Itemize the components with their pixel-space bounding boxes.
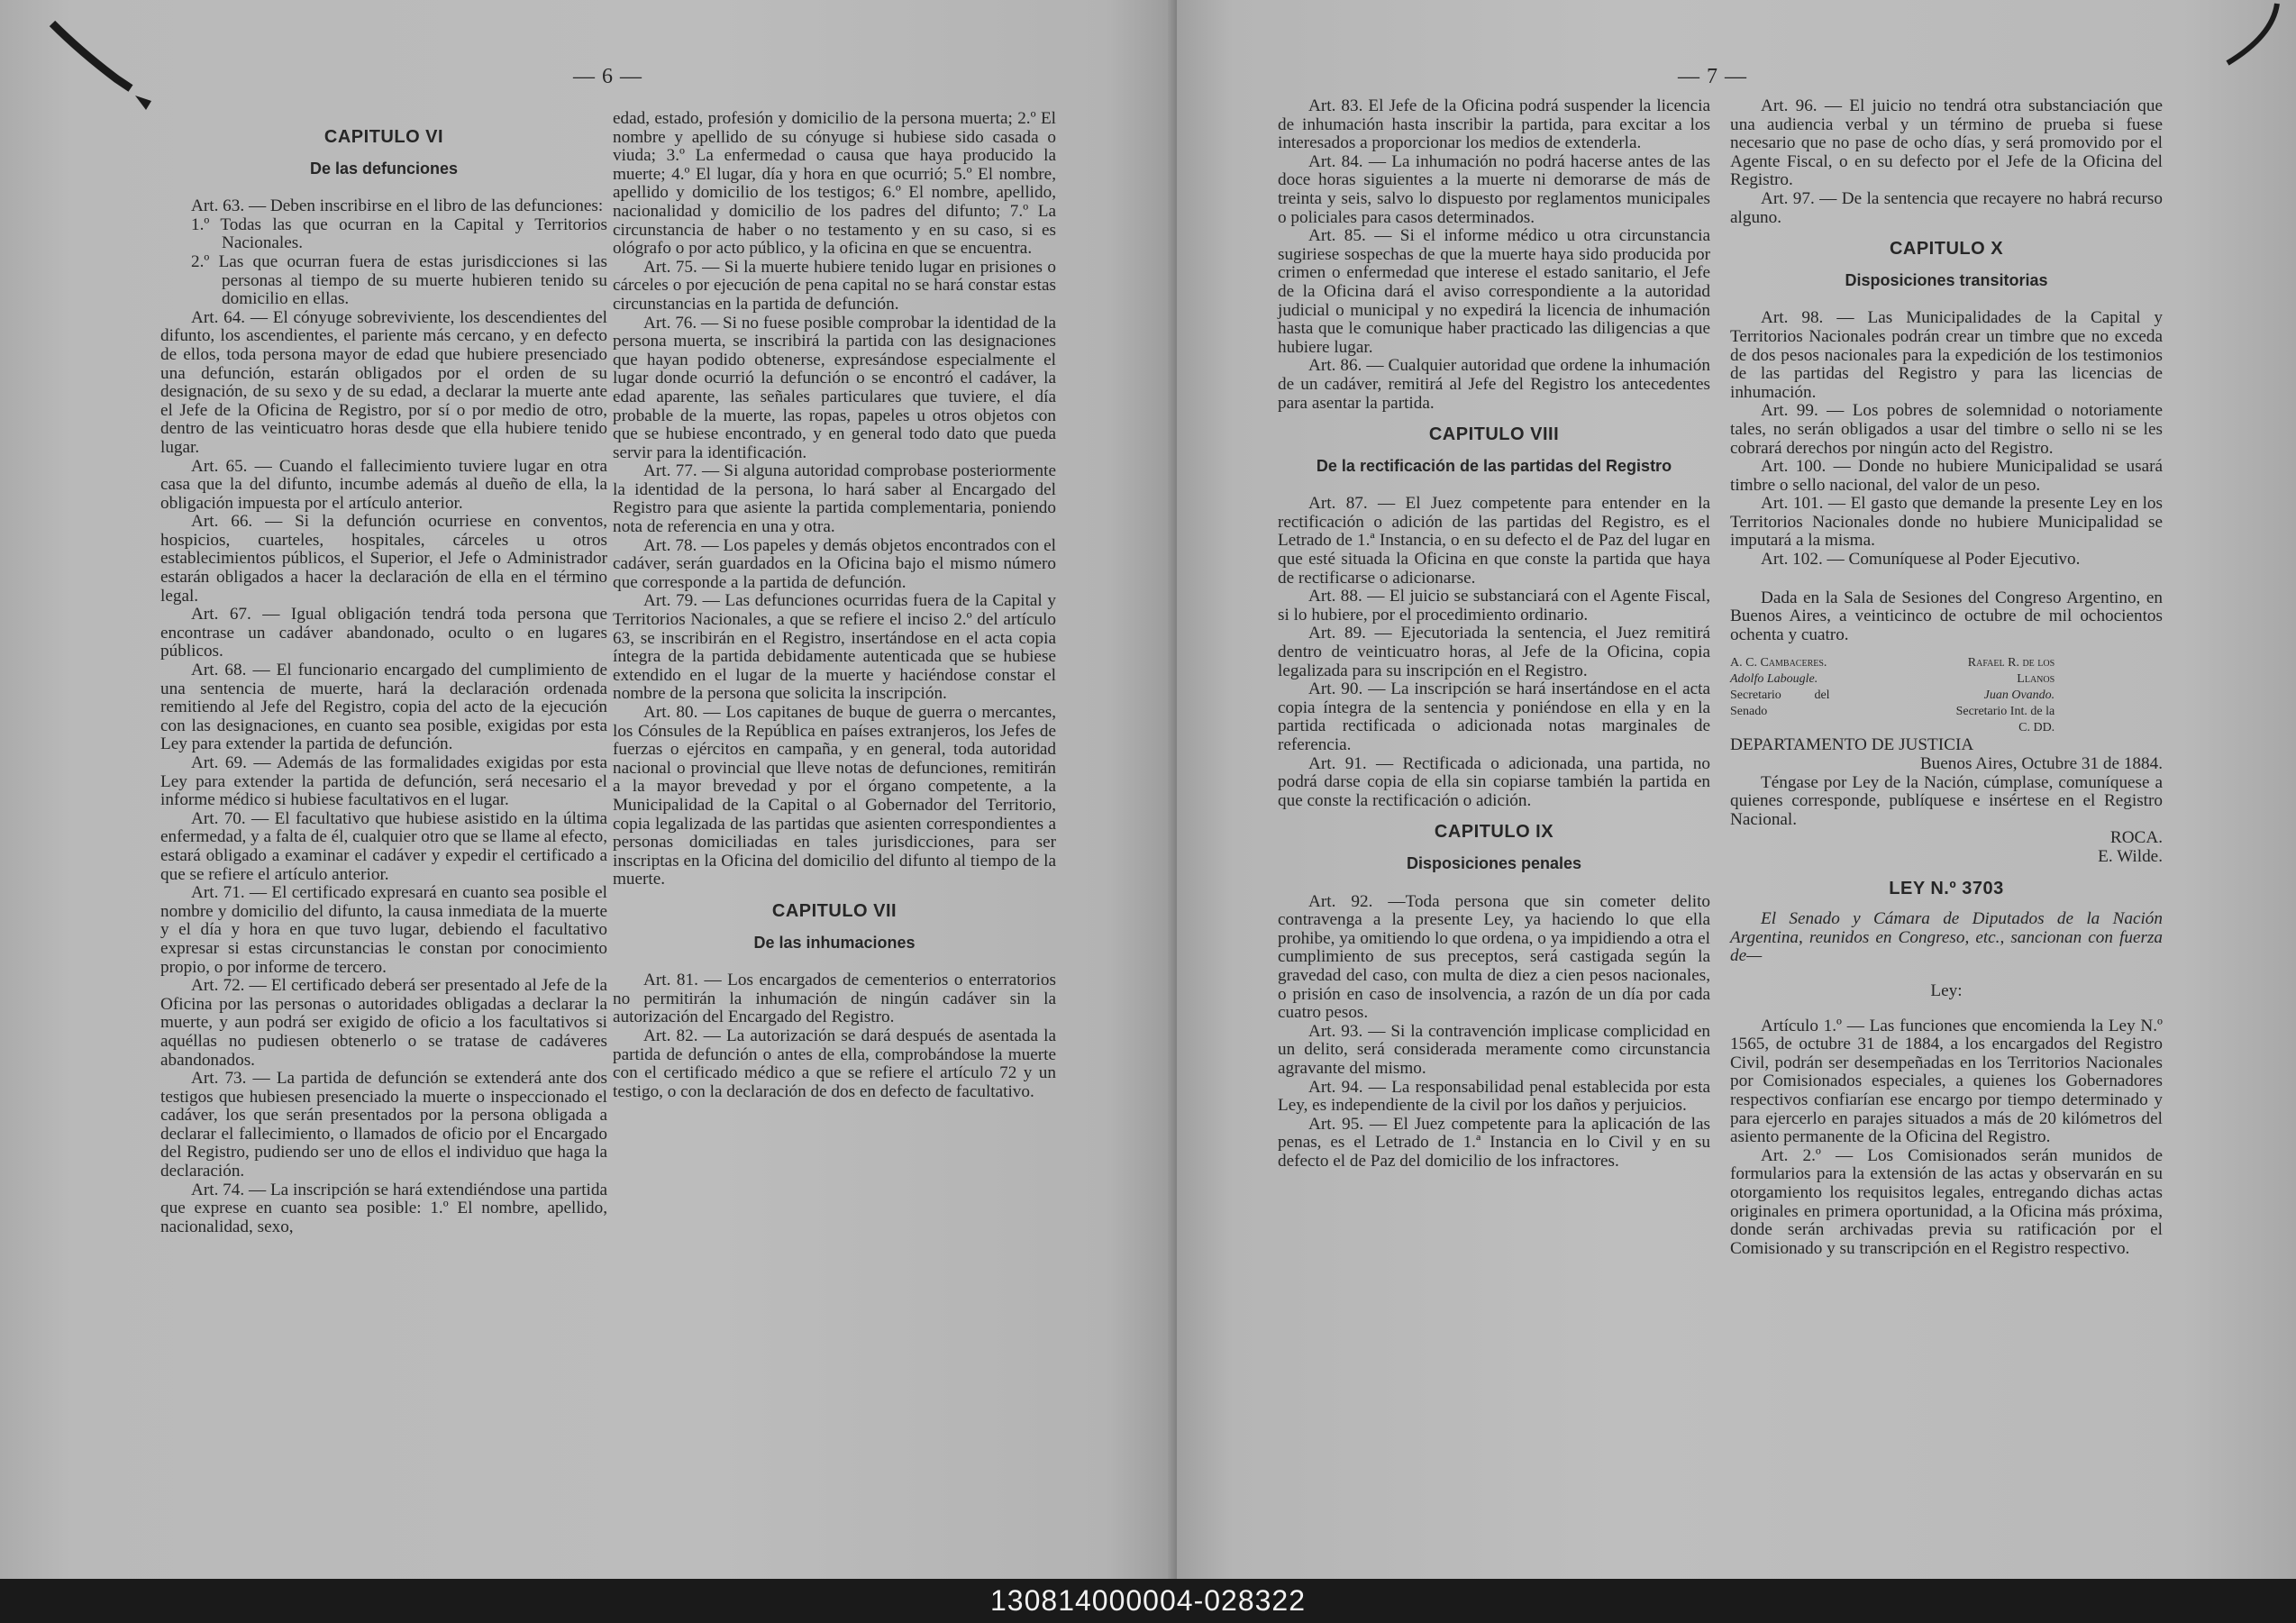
paragraph: Art. 66. — Si la defunción ocurriese en conventos, hospicios, cuarteles, hospitales, cárceles u otros establecimientos públicos, el Superior, el Jefe o Administrador estarán obligados a hacer la declaración de ella en el término legal. <box>160 512 607 606</box>
chapter-heading: CAPITULO VIII <box>1428 424 1560 445</box>
list-item: 2.º Las que ocurran fuera de estas jurisdicciones si las personas al tiempo de su muerte hubieren tenido su domicilio en ellas. <box>191 251 607 309</box>
paragraph: Dada en la Sala de Sesiones del Congreso Argentino, en Buenos Aires, a veinticinco de octubre de mil ochocientos ochenta y cuatro. <box>1730 588 2163 644</box>
paragraph: Art. 76. — Si no fuese posible comprobar la identidad de la persona muerta, se inscribirá la partida con las designaciones que hayan podido obtenerse, expresándose especialmente el lugar donde ocurrió la defunción o se encontró el cadáver, la edad aparente, las señales particulares que tuviere, el día probable de la muerte, las ropas, papeles u otros objetos con que se hubiese encontrado, y en general todo dato que pueda servir para la identificación. <box>613 313 1056 462</box>
paragraph: Art. 72. — El certificado deberá ser presentado al Jefe de la Oficina por las personas o autoridades obligadas a declarar la muerte, y aun podrá ser exigido de oficio a los facultativos si aquéllas no pudiesen obtenerlo o se tratase de cadáveres abandonados. <box>160 976 607 1070</box>
paragraph: Art. 67. — Igual obligación tendrá toda persona que encontrase un cadáver abandonado, oculto o en lugares públicos. <box>160 605 607 661</box>
paragraph: ROCA. <box>2109 828 2163 848</box>
left-column-1 <box>160 115 607 1236</box>
paragraph: Art. 79. — Las defunciones ocurridas fuera de la Capital y Territorios Nacionales, a que se refiere el inciso 2.º del artículo 63, se inscribirán en el Registro, insertándose en el acta copia íntegra de la partida debidamente autenticada que se hubiese extendido en el lugar de la muerte y haciéndose constar el nombre de la persona que solicita la inscripción. <box>613 591 1056 704</box>
list-item: 1.º Todas las que ocurran en la Capital y Territorios Nacionales. <box>191 214 607 253</box>
paragraph: Art. 99. — Los pobres de solemnidad o notoriamente tales, no serán obligados a usar del timbre o sello ni se les cobrará derechos por ningún acto del Registro. <box>1730 401 2163 458</box>
page-number: — 7 — <box>1678 65 1747 88</box>
paragraph: Art. 64. — El cónyuge sobreviviente, los descendientes del difunto, los ascendientes, el pariente más cercano, y en defecto de ellos, toda persona mayor de edad que hubiere presenciado una defunción, estarán obligados por el orden de su designación, de su sexo y de su edad, a declarar la muerte ante el Jefe de la Oficina de Registro, por sí o por medio de otro, dentro de las veinticuatro horas desde que ella hubiere tenido lugar. <box>160 307 607 457</box>
paragraph: Art. 74. — La inscripción se hará extendiéndose una partida que exprese en cuanto sea posible: 1.º El nombre, apellido, nacionalidad, sexo, <box>160 1180 607 1236</box>
signature-line: Secretario del Senado <box>1730 688 1830 719</box>
paragraph: Art. 96. — El juicio no tendrá otra substanciación que una audiencia verbal y un término de prueba si fuese necesario que no pase de ocho días, y será promovido por el Agente Fiscal, o en su defecto por el Jefe de la Oficina del Registro. <box>1730 96 2163 190</box>
paragraph: Art. 98. — Las Municipalidades de la Capital y Territorios Nacionales podrán crear un timbre que no exceda de dos pesos nacionales para la expedición de los testimonios de las partidas del Registro y para las licencias de inhumación. <box>1730 308 2163 402</box>
paragraph: Art. 97. — De la sentencia que recayere no habrá recurso alguno. <box>1730 188 2163 227</box>
paragraph: Art. 100. — Donde no hubiere Municipalidad se usará timbre o sello nacional, del valor de un peso. <box>1730 457 2163 495</box>
paragraph: Art. 87. — El Juez competente para entender en la rectificación o adición de las partidas del Registro, es el Letrado de 1.ª Instancia, o en su defecto el de Paz del lugar en que esté situada la Oficina en que conste la partida que haya de rectificarse o adicionarse. <box>1278 494 1710 588</box>
chapter-heading: CAPITULO VI <box>323 127 444 147</box>
right-page <box>1177 0 2296 1579</box>
paragraph: Art. 70. — El facultativo que hubiese asistido en la última enfermedad, y a falta de él, cualquier otro que se llame al efecto, estará obligado a examinar el cadáver y expedir el certificado a que se refiere el artículo anterior. <box>160 808 607 884</box>
paragraph: Art. 101. — El gasto que demande la presente Ley en los Territorios Nacionales donde no hubiere Municipalidad se imputará a la misma. <box>1730 494 2163 551</box>
page-corner-mark <box>2173 0 2291 86</box>
paragraph: Art. 80. — Los capitanes de buque de guerra o mercantes, los Cónsules de la República en países extranjeros, los Jefes de fuerzas o ejércitos en campaña, y en general, toda autoridad nacional o provincial que lleve notas de defunciones, remitirán a la mayor brevedad y por el órgano competente, a la Municipalidad de la Capital o al Gobernador del Territorio, copia legalizada de las partidas que asienten correspondientes a personas domiciliadas en tales jurisdicciones, para ser inscriptas en la Oficina del domicilio del difunto al tiempo de la muerte. <box>613 703 1056 889</box>
paragraph: Art. 95. — El Juez competente para la aplicación de las penas, es el Letrado de 1.ª Instancia en lo Civil y en su defecto el de Paz del domicilio de los infractores. <box>1278 1114 1710 1171</box>
paragraph: Art. 86. — Cualquier autoridad que ordene la inhumación de un cadáver, remitirá al Jefe del Registro los antecedentes para asentar la partida. <box>1278 356 1710 413</box>
paragraph: Art. 69. — Además de las formalidades exigidas por esta Ley para extender la partida de defunción, será necesario el informe médico si hubiese facultativos en el lugar. <box>160 753 607 810</box>
paragraph: Art. 90. — La inscripción se hará insertándose en el acta copia íntegra de la sentencia y poniéndose en ella y en la partida rectificada o adicionada notas marginales de referencia. <box>1278 679 1710 754</box>
paragraph: El Senado y Cámara de Diputados de la Nación Argentina, reunidos en Congreso, etc., sancionan con fuerza de— <box>1730 909 2163 966</box>
paragraph: Art. 102. — Comuníquese al Poder Ejecutivo. <box>1761 550 2081 570</box>
signature-line: Adolfo Labougle. <box>1730 672 1818 687</box>
right-column-2 <box>1730 97 2163 1258</box>
signature-line: Juan Ovando. <box>1983 688 2055 703</box>
paragraph: Art. 2.º — Los Comisionados serán munidos de formularios para la extensión de las actas y observarán en su otorgamiento los requisitos legales, entregando dichas actas originales en primera oportunidad, a la Oficina más próxima, donde serán archivadas previa su ratificación por el Comisionado y su transcripción en el Registro respectivo. <box>1730 1145 2163 1258</box>
paragraph: Art. 73. — La partida de defunción se extenderá ante dos testigos que hubiesen presenciado la muerte o inspeccionado el cadáver, los que serán presentados por la persona obligada a declarar el fallecimiento, o llamados de oficio por el Encargado del Registro, pudiendo ser uno de ellos el individuo que haga la declaración. <box>160 1069 607 1181</box>
paragraph: Buenos Aires, Octubre 31 de 1884. <box>1919 754 2163 774</box>
paragraph: Art. 88. — El juicio se substanciará con el Agente Fiscal, si lo hubiere, por el procedimiento ordinario. <box>1278 587 1710 625</box>
right-column-1 <box>1278 97 1710 1171</box>
left-column-2 <box>613 110 1056 1101</box>
signature-line: A. C. Cambaceres. <box>1730 656 1827 670</box>
paragraph: Art. 68. — El funcionario encargado del cumplimiento de una sentencia de muerte, hará la declaración ordenada remitiendo al Jefe del Registro, copia del acto de la ejecución con las designaciones, en cuanto sea posible, exigidas por esta Ley para extender la partida de defunción. <box>160 661 607 754</box>
paragraph: Art. 81. — Los encargados de cementerios o enterratorios no permitirán la inhumación de ningún cadáver sin la autorización del Encargado del Registro. <box>613 971 1056 1027</box>
paragraph: DEPARTAMENTO DE JUSTICIA <box>1730 735 1974 755</box>
signature-line: Rafael R. de los Llanos <box>1967 656 2055 687</box>
paragraph: Art. 91. — Rectificada o adicionada, una partida, no podrá darse copia de ella sin copiarse también la partida en que conste la rectificación o adición. <box>1278 753 1710 810</box>
section-heading: De las inhumaciones <box>753 933 916 952</box>
page-corner-mark <box>45 16 171 120</box>
page-number: — 6 — <box>573 65 642 88</box>
paragraph: Art. 92. —Toda persona que sin cometer delito contravenga a la presente Ley, ya haciendo lo que ella prohibe, ya omitiendo lo que ordena, o ya impidiendo a otra el cumplimiento de sus preceptos, será castigada según la gravedad del caso, con multa de diez a cien pesos nacionales, o prisión en caso de insolvencia, a razón de un día por cada cuatro pesos. <box>1278 891 1710 1023</box>
paragraph: Art. 82. — La autorización se dará después de asentada la partida de defunción o antes de ella, comprobándose la muerte con el certificado médico a que se refiere el artículo 72 y un testigo, o con la declaración de dos en defecto de facultativo. <box>613 1026 1056 1101</box>
paragraph: Artículo 1.º — Las funciones que encomienda la Ley N.º 1565, de octubre 31 de 1884, a los encargados del Registro Civil, podrán ser desempeñadas en los Territorios Nacionales por Comisionados especiales, a quienes los Gobernadores respectivos confiarían ese encargo por tiempo determinado y para ejercerlo en parajes situados a más de 20 kilómetros del asiento permanente de la Oficina del Registro. <box>1730 1016 2163 1147</box>
paragraph: Art. 71. — El certificado expresará en cuanto sea posible el nombre y domicilio del difunto, la causa inmediata de la muerte y el día y hora en que tuvo lugar, debiendo el facultativo expresar si estas circunstancias le constan por conocimiento propio, o por informe de tercero. <box>160 883 607 977</box>
paragraph: Art. 78. — Los papeles y demás objetos encontrados con el cadáver, serán guardados en la Oficina bajo el mismo número que corresponde a la partida de defunción. <box>613 535 1056 592</box>
paragraph: Art. 89. — Ejecutoriada la sentencia, el Juez remitirá dentro de veinticuatro horas, al Jefe de la Oficina, copia legalizada para su inscripción en el Registro. <box>1278 624 1710 680</box>
chapter-heading: CAPITULO X <box>1889 239 2004 260</box>
section-heading: De la rectificación de las partidas del Registro <box>1316 456 1672 475</box>
paragraph: Art. 94. — La responsabilidad penal establecida por esta Ley, es independiente de la civil por los daños y perjuicios. <box>1278 1077 1710 1116</box>
signature-line: Secretario Int. de la C. DD. <box>1955 705 2055 735</box>
paragraph: Art. 75. — Si la muerte hubiere tenido lugar en prisiones o cárceles o por ejecución de pena capital no se hará constar estas circunstancias en la partida de defunción. <box>613 257 1056 314</box>
paragraph: edad, estado, profesión y domicilio de la persona muerta; 2.º El nombre y apellido de su cónyuge si hubiese sido casada o viuda; 3.º La enfermedad o causa que haya producido la muerte; 4.º El lugar, día y hora en que ocurrió; 5.º El nombre, apellido y domicilio de los testigos; 6.º El nombre, apellido, nacionalidad y domicilio de los padres del difunto; 7.º La circunstancia de haber o no testamento y en su caso, si es ológrafo o por acto público, y la oficina en que se encuentra. <box>613 109 1056 259</box>
paragraph: Art. 63. — Deben inscribirse en el libro de las defunciones: <box>191 196 604 216</box>
scan-id-footer: 130814000004-028322 <box>0 1579 2296 1623</box>
chapter-heading: CAPITULO IX <box>1434 822 1554 843</box>
paragraph: Art. 84. — La inhumación no podrá hacerse antes de las doce horas siguientes a la muerte ni demorarse de más de treinta y seis, salvo lo dispuesto por reglamentos municipales o policiales para casos determinados. <box>1278 151 1710 227</box>
section-heading: De las defunciones <box>309 159 459 178</box>
section-heading: Disposiciones transitorias <box>1845 270 2048 289</box>
section-heading: Disposiciones penales <box>1406 853 1582 872</box>
paragraph: E. Wilde. <box>2098 847 2163 866</box>
paragraph: Art. 83. El Jefe de la Oficina podrá suspender la licencia de inhumación hasta inscribir la partida, para excitar a los interesados a proporcionar los medios de extenderla. <box>1278 96 1710 153</box>
left-page <box>0 0 1177 1579</box>
signature-block <box>1730 655 2163 736</box>
paragraph: Art. 93. — Si la contravención implicase complicidad en un delito, será considerada meramente como circunstancia agravante del mismo. <box>1278 1021 1710 1078</box>
paragraph: Art. 65. — Cuando el fallecimiento tuviere lugar en otra casa que la del difunto, incumbe además al dueño de ella, la obligación impuesta por el artículo anterior. <box>160 456 607 513</box>
paragraph: Art. 85. — Si el informe médico u otra circunstancia sugiriese sospechas de que la muerte haya sido producida por crimen o enfermedad que interese el estado sanitario, el Jefe de la Oficina dará el aviso correspondiente a la autoridad judicial o municipal y no expedirá la licencia de inhumación hasta que le comunique haber practicado las diligencias a que hubiere lugar. <box>1278 226 1710 357</box>
paragraph: Art. 77. — Si alguna autoridad comprobase posteriormente la identidad de la persona, lo hará saber al Encargado del Registro para que asiente la partida complementaria, poniendo nota de referencia en una y otra. <box>613 461 1056 537</box>
paragraph: Ley: <box>1930 980 1963 1000</box>
chapter-heading: LEY N.º 3703 <box>1889 878 2004 898</box>
paragraph: Téngase por Ley de la Nación, cúmplase, comuníquese a quienes corresponde, publíquese e insértese en el Registro Nacional. <box>1730 772 2163 829</box>
spacer <box>1730 570 2163 589</box>
chapter-heading: CAPITULO VII <box>771 900 897 921</box>
